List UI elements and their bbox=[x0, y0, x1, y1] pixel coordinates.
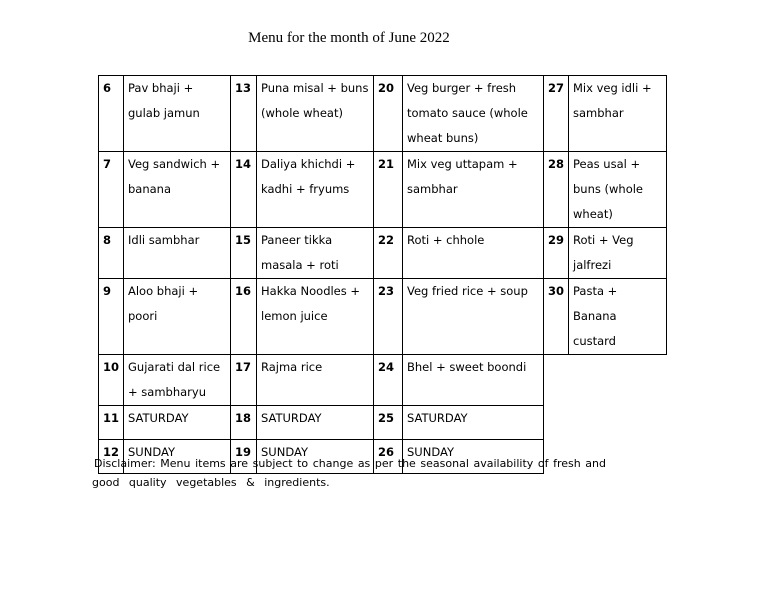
menu-item: SATURDAY bbox=[257, 406, 374, 440]
menu-item: Gujarati dal rice + sambharyu bbox=[124, 355, 231, 406]
table-row bbox=[99, 406, 667, 440]
menu-item: SUNDAY bbox=[403, 440, 544, 474]
menu-item: Mix veg idli + sambhar bbox=[569, 76, 667, 152]
menu-item: Roti + chhole bbox=[403, 228, 544, 279]
menu-item: Daliya khichdi + kadhi + fryums bbox=[257, 152, 374, 228]
menu-item: Pasta + Banana custard bbox=[569, 279, 667, 355]
menu-item: SUNDAY bbox=[257, 440, 374, 474]
menu-item: Rajma rice bbox=[257, 355, 374, 406]
menu-item: Veg sandwich + banana bbox=[124, 152, 231, 228]
menu-item: Bhel + sweet boondi bbox=[403, 355, 544, 406]
menu-item: SUNDAY bbox=[124, 440, 231, 474]
day-number: 18 bbox=[231, 406, 257, 440]
menu-item: SATURDAY bbox=[403, 406, 544, 440]
page-title: Menu for the month of June 2022 bbox=[248, 30, 450, 46]
menu-item: Paneer tikka masala + roti bbox=[257, 228, 374, 279]
day-number: 13 bbox=[231, 76, 257, 152]
day-number: 9 bbox=[99, 279, 124, 355]
day-number: 10 bbox=[99, 355, 124, 406]
menu-item: Peas usal + buns (whole wheat) bbox=[569, 152, 667, 228]
day-number: 6 bbox=[99, 76, 124, 152]
day-number: 25 bbox=[374, 406, 403, 440]
table-row bbox=[99, 355, 667, 406]
table-row bbox=[99, 228, 667, 279]
day-number: 11 bbox=[99, 406, 124, 440]
disclaimer-line-2: good quality vegetables & ingredients. bbox=[92, 476, 330, 489]
day-number: 16 bbox=[231, 279, 257, 355]
table-row bbox=[99, 279, 667, 355]
table-row bbox=[99, 152, 667, 228]
menu-item: Roti + Veg jalfrezi bbox=[569, 228, 667, 279]
day-number: 21 bbox=[374, 152, 403, 228]
menu-item: Idli sambhar bbox=[124, 228, 231, 279]
empty-cell bbox=[544, 406, 667, 440]
day-number: 29 bbox=[544, 228, 569, 279]
day-number: 26 bbox=[374, 440, 403, 474]
menu-item: Veg fried rice + soup bbox=[403, 279, 544, 355]
day-number: 17 bbox=[231, 355, 257, 406]
day-number: 27 bbox=[544, 76, 569, 152]
day-number: 28 bbox=[544, 152, 569, 228]
day-number: 7 bbox=[99, 152, 124, 228]
day-number: 22 bbox=[374, 228, 403, 279]
day-number: 24 bbox=[374, 355, 403, 406]
day-number: 30 bbox=[544, 279, 569, 355]
disclaimer-line-1: Disclaimer: Menu items are subject to change as per the seasonal availability of fresh and bbox=[94, 457, 606, 470]
table-row bbox=[99, 76, 667, 152]
menu-item: Hakka Noodles + lemon juice bbox=[257, 279, 374, 355]
day-number: 8 bbox=[99, 228, 124, 279]
menu-item: Aloo bhaji + poori bbox=[124, 279, 231, 355]
day-number: 20 bbox=[374, 76, 403, 152]
day-number: 23 bbox=[374, 279, 403, 355]
empty-cell bbox=[544, 355, 667, 406]
day-number: 14 bbox=[231, 152, 257, 228]
menu-item: Pav bhaji + gulab jamun bbox=[124, 76, 231, 152]
menu-item: SATURDAY bbox=[124, 406, 231, 440]
menu-table bbox=[98, 75, 667, 474]
day-number: 19 bbox=[231, 440, 257, 474]
day-number: 15 bbox=[231, 228, 257, 279]
menu-item: Puna misal + buns (whole wheat) bbox=[257, 76, 374, 152]
disclaimer bbox=[92, 454, 612, 492]
menu-item: Veg burger + fresh tomato sauce (whole wheat buns) bbox=[403, 76, 544, 152]
day-number: 12 bbox=[99, 440, 124, 474]
menu-item: Mix veg uttapam + sambhar bbox=[403, 152, 544, 228]
